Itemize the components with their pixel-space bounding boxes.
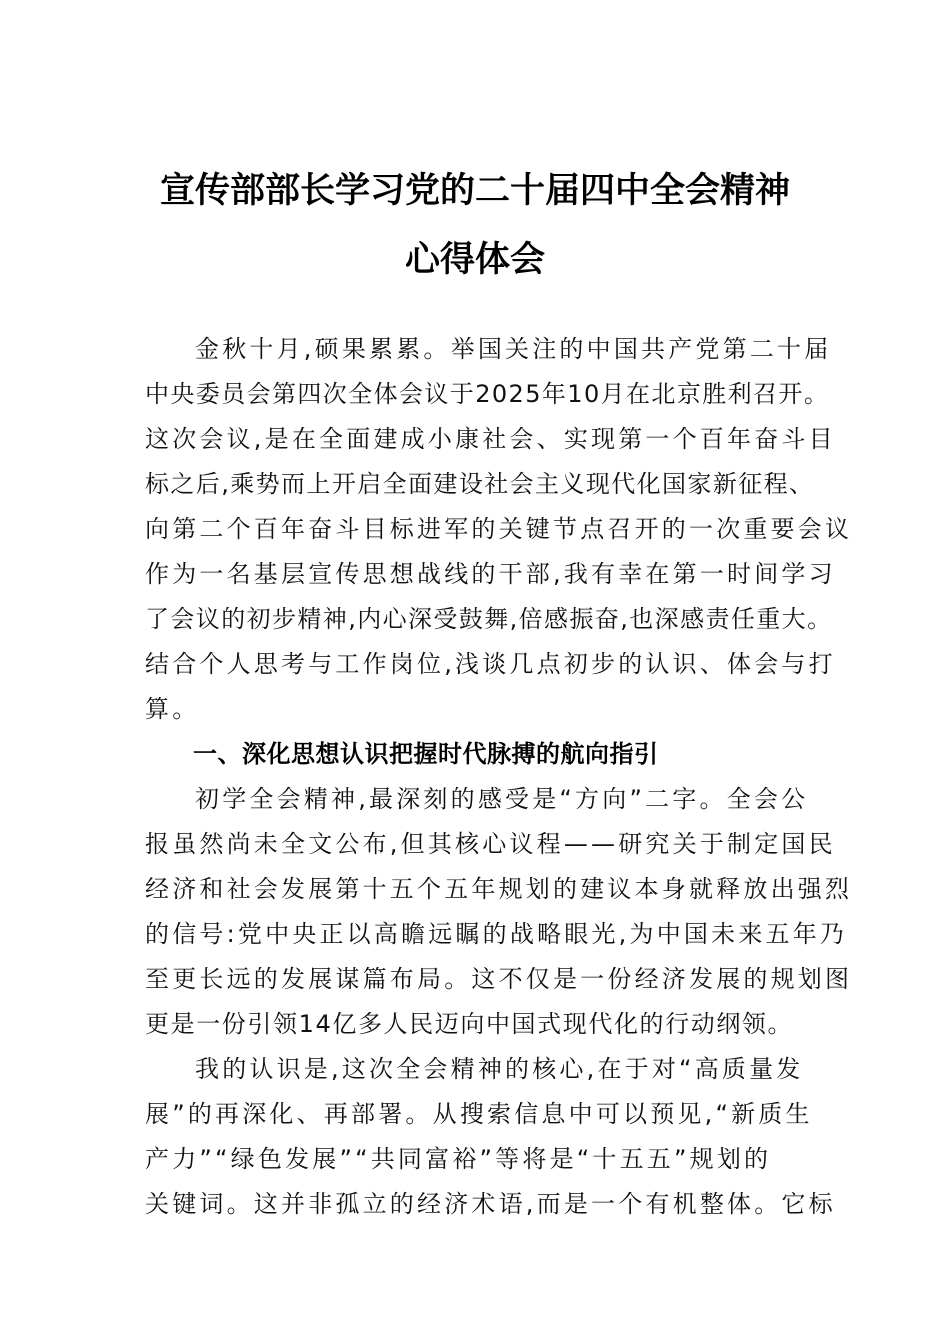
- section-1-p2-line-4: 关键词。这并非孤立的经济术语,而是一个有机整体。它标: [145, 1190, 836, 1218]
- intro-line-6: 作为一名基层宣传思想战线的干部,我有幸在第一时间学习: [145, 560, 836, 588]
- section-1-p1-line-3: 经济和社会发展第十五个五年规划的建议本身就释放出强烈: [145, 875, 853, 903]
- section-1-p1-line-1: 初学全会精神,最深刻的感受是“方向”二字。全会公: [195, 785, 809, 813]
- section-1-p2-line-3: 产力”“绿色发展”“共同富裕”等将是“十五五”规划的: [145, 1145, 772, 1173]
- intro-line-1: 金秋十月,硕果累累。举国关注的中国共产党第二十届: [195, 335, 832, 363]
- section-1-p1-line-2: 报虽然尚未全文公布,但其核心议程——研究关于制定国民: [145, 830, 836, 858]
- document-title-line-2: 心得体会: [404, 239, 545, 280]
- intro-line-5: 向第二个百年奋斗目标进军的关键节点召开的一次重要会议: [145, 515, 853, 543]
- intro-line-9: 算。: [145, 695, 200, 723]
- intro-line-8: 结合个人思考与工作岗位,浅谈几点初步的认识、体会与打: [145, 650, 836, 678]
- section-1-p2-line-2: 展”的再深化、再部署。从搜索信息中可以预见,“新质生: [145, 1100, 813, 1128]
- intro-line-4: 标之后,乘势而上开启全面建设社会主义现代化国家新征程、: [145, 470, 815, 498]
- intro-line-3: 这次会议,是在全面建成小康社会、实现第一个百年奋斗目: [145, 425, 836, 453]
- document-title-line-1: 宣传部部长学习党的二十届四中全会精神: [159, 170, 790, 211]
- section-1-p1-line-4: 的信号:党中央正以高瞻远瞩的战略眼光,为中国未来五年乃: [145, 920, 848, 948]
- intro-line-7: 了会议的初步精神,内心深受鼓舞,倍感振奋,也深感责任重大。: [145, 605, 833, 633]
- section-1-p2-line-1: 我的认识是,这次全会精神的核心,在于对“高质量发: [195, 1055, 804, 1083]
- section-1-p1-line-5: 至更长远的发展谋篇布局。这不仅是一份经济发展的规划图: [145, 965, 853, 993]
- section-1-heading: 一、深化思想认识把握时代脉搏的航向指引: [193, 740, 659, 768]
- intro-line-2: 中央委员会第四次全体会议于2025年10月在北京胜利召开。: [145, 380, 830, 408]
- section-1-p1-line-6: 更是一份引领14亿多人民迈向中国式现代化的行动纲领。: [145, 1010, 794, 1038]
